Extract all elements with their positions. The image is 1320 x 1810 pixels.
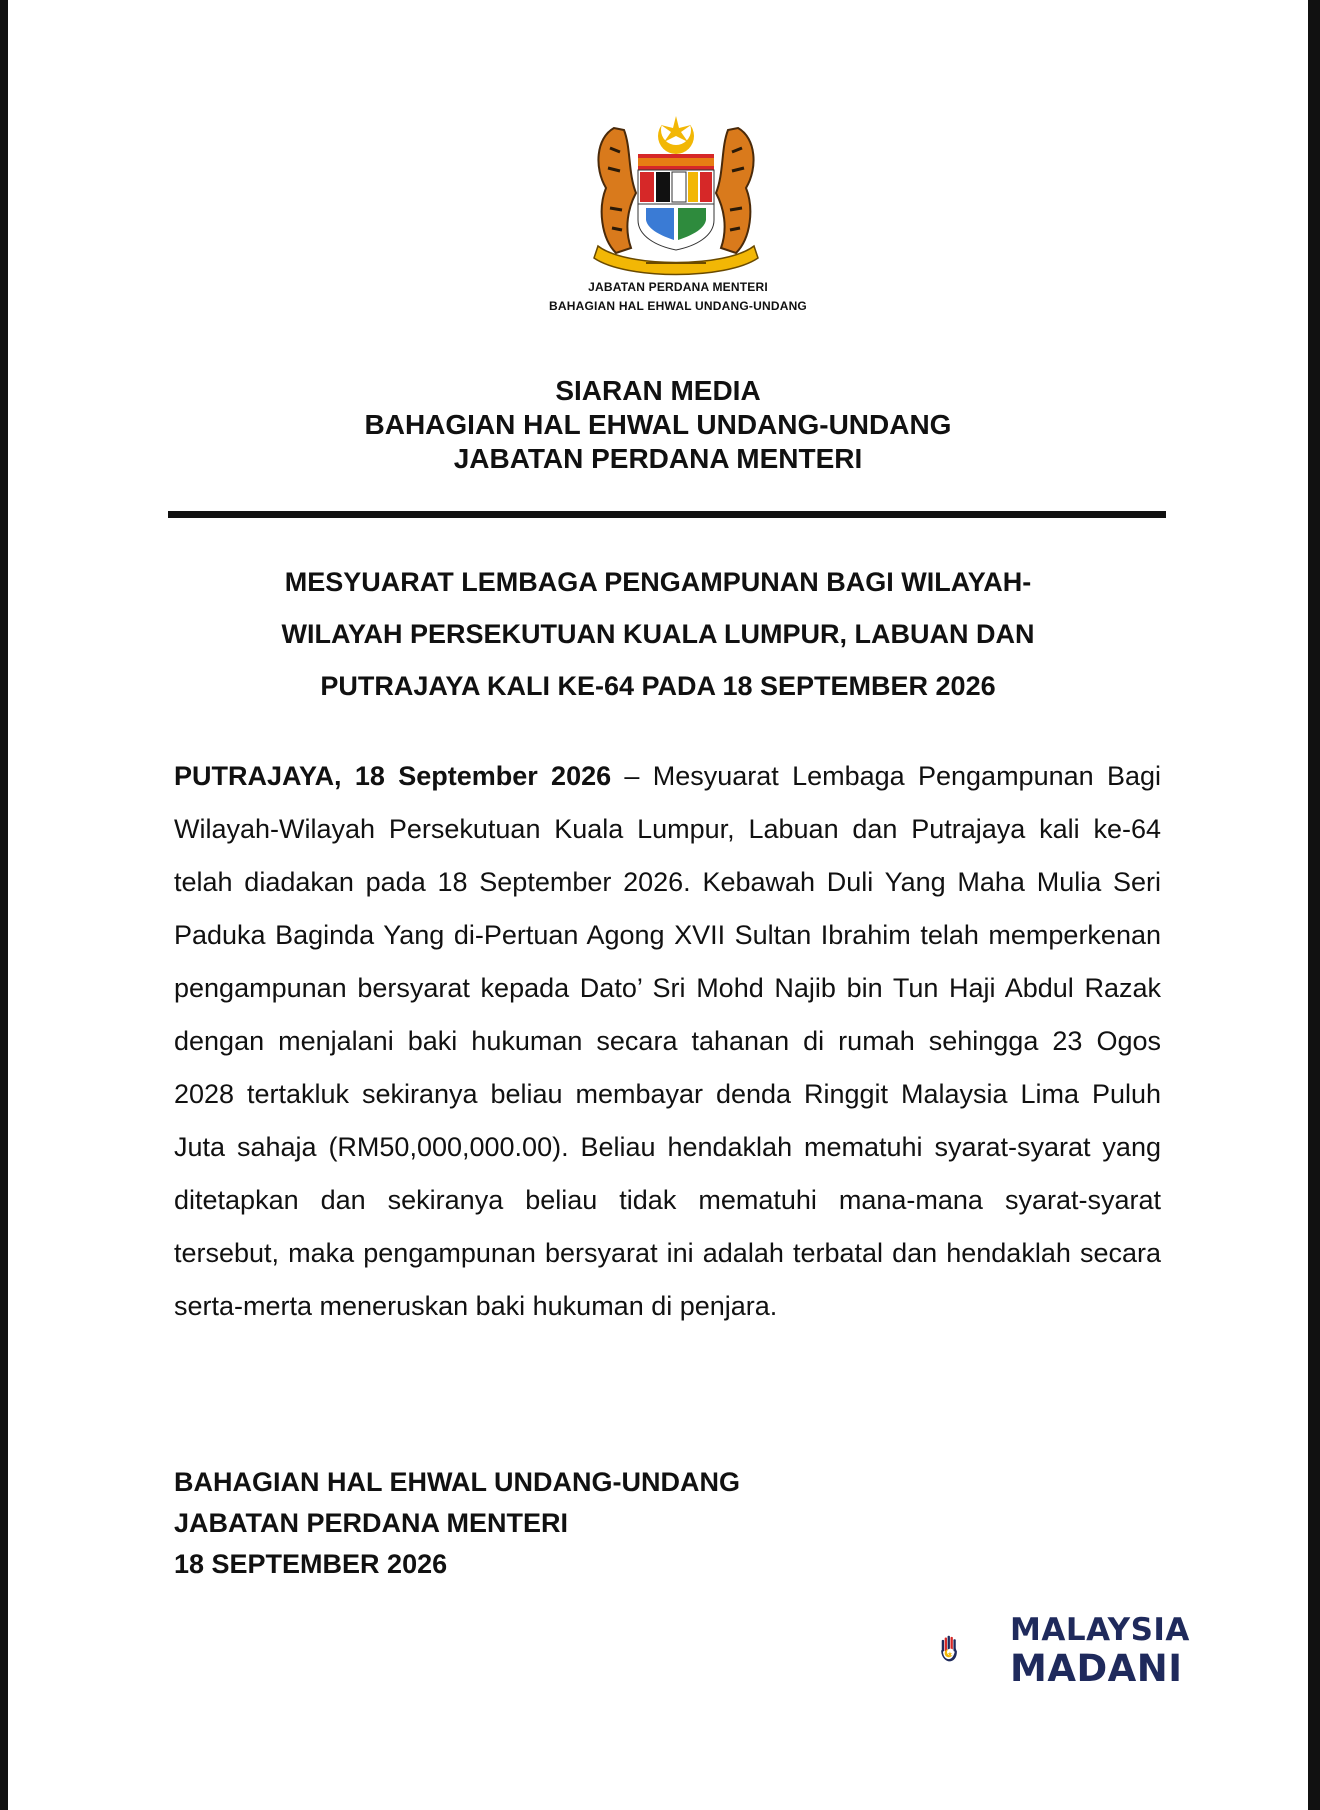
signoff-department: JABATAN PERDANA MENTERI — [174, 1508, 569, 1538]
scan-edge-left — [0, 0, 8, 1810]
agency-name-line-1: JABATAN PERDANA MENTERI — [588, 280, 768, 294]
madani-logo-line-1: MALAYSIA — [1010, 1612, 1190, 1648]
scan-edge-right — [1308, 0, 1320, 1810]
headline-line-3: PUTRAJAYA KALI KE-64 PADA 18 SEPTEMBER 2026 — [320, 671, 996, 701]
press-release-page — [8, 0, 1308, 1810]
headline-line-2: WILAYAH PERSEKUTUAN KUALA LUMPUR, LABUAN DAN — [281, 619, 1035, 649]
agency-name-line-2: BAHAGIAN HAL EHWAL UNDANG-UNDANG — [549, 299, 807, 313]
coat-of-arms-icon — [576, 108, 776, 278]
press-release-headline — [218, 556, 1098, 712]
signoff-division: BAHAGIAN HAL EHWAL UNDANG-UNDANG — [174, 1467, 740, 1497]
press-release-body — [174, 750, 1161, 1333]
dateline: PUTRAJAYA, 18 September 2026 — [174, 761, 612, 791]
signoff-block — [174, 1462, 740, 1585]
body-paragraph: – Mesyuarat Lembaga Pengampunan Bagi Wilayah-Wilayah Persekutuan Kuala Lumpur, Labuan dan Putrajaya kali ke-64 telah diadakan pada 18 September 2026. Kebawah Duli Yang Maha Mulia Seri Paduka Baginda Yang di-Pertuan Agong XVII Sultan Ibrahim telah memperkenan pengampunan bersyarat kepada Dato’ Sri Mohd Najib bin Tun Haji Abdul Razak dengan menjalani baki hukuman secara tahanan di rumah sehingga 23 Ogos 2028 tertakluk sekiranya beliau membayar denda Ringgit Malaysia Lima Puluh Juta sahaja (RM50,000,000.00). Beliau hendaklah mematuhi syarat-syarat yang ditetapkan dan sekiranya beliau tidak mematuhi mana-mana syarat-syarat tersebut, maka pengampunan bersyarat ini adalah terbatal dan hendaklah secara serta-merta meneruskan baki hukuman di penjara. — [174, 761, 1161, 1321]
madani-logo-line-2: MADANI — [1010, 1647, 1183, 1690]
malaysia-madani-logo-icon — [940, 1600, 1010, 1696]
headline-line-1: MESYUARAT LEMBAGA PENGAMPUNAN BAGI WILAYAH- — [284, 567, 1032, 597]
masthead-division: BAHAGIAN HAL EHWAL UNDANG-UNDANG — [364, 409, 952, 440]
signoff-date: 18 SEPTEMBER 2026 — [174, 1549, 448, 1579]
masthead-department: JABATAN PERDANA MENTERI — [453, 443, 863, 474]
masthead-title: SIARAN MEDIA — [555, 375, 761, 406]
header-divider — [168, 511, 1166, 518]
